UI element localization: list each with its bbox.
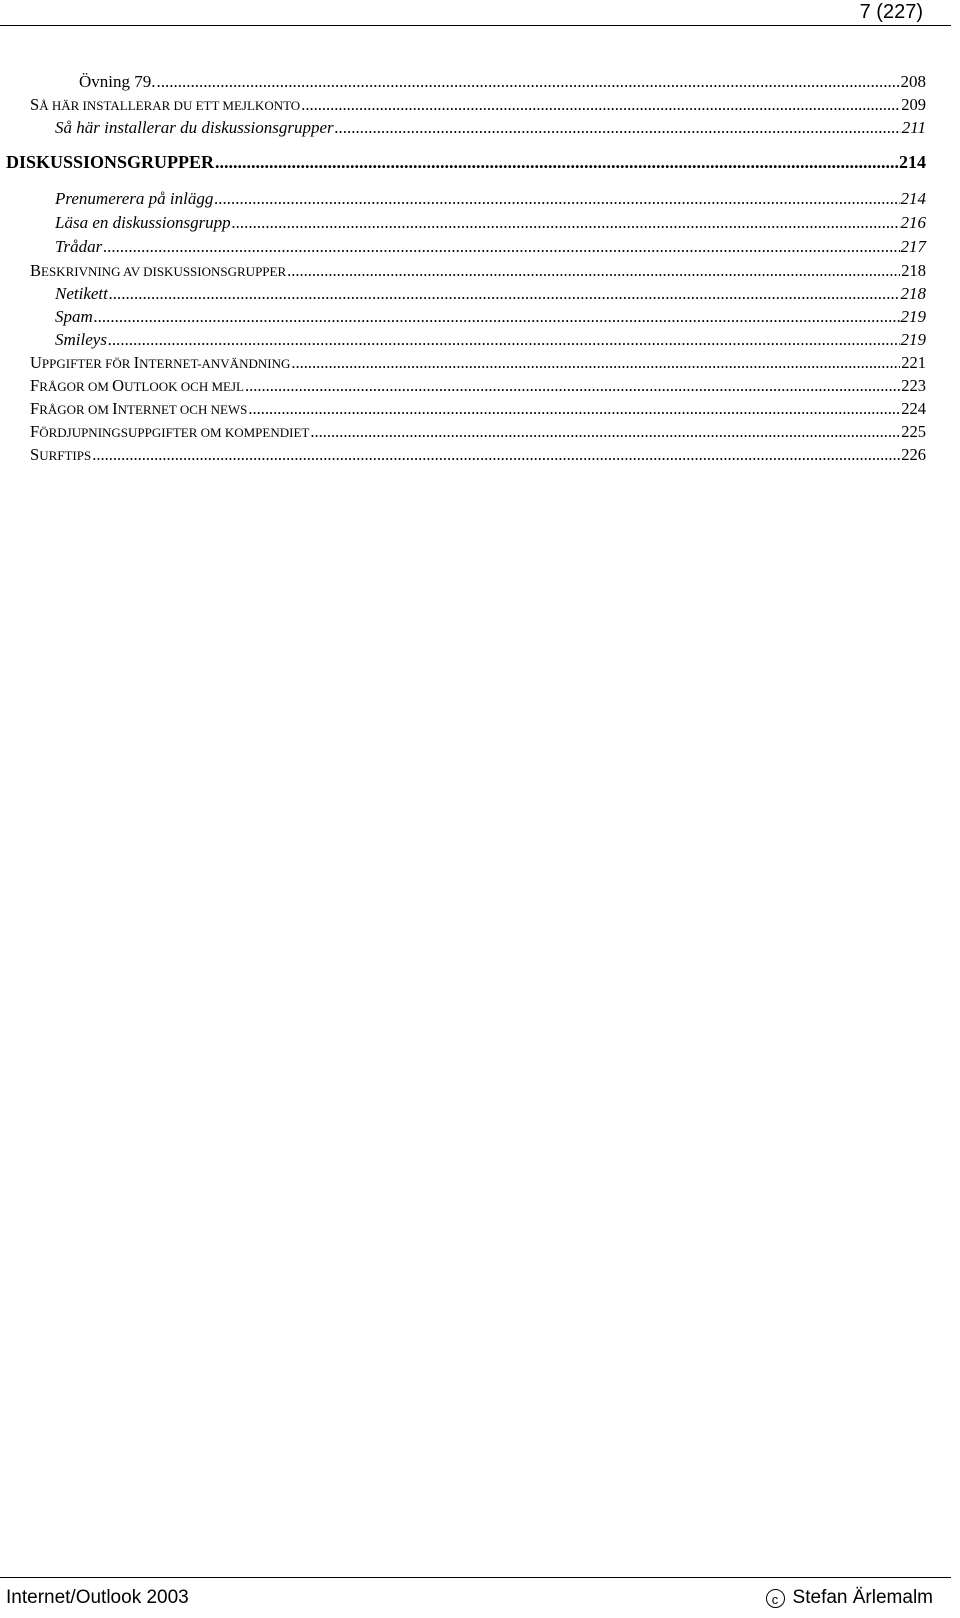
toc-entry-title: DISKUSSIONSGRUPPER bbox=[6, 152, 215, 172]
toc-entry-page: 214 bbox=[900, 189, 926, 208]
toc-entry-page: 216 bbox=[900, 213, 926, 232]
toc-entry-page: 223 bbox=[901, 376, 926, 395]
toc-entry-page: 219 bbox=[900, 307, 926, 326]
toc-entry-page: 226 bbox=[901, 445, 926, 464]
toc-entry[interactable] bbox=[55, 213, 926, 233]
toc-entry-page: 209 bbox=[901, 95, 926, 114]
toc-entry[interactable] bbox=[55, 330, 926, 350]
copyright-icon: c bbox=[766, 1589, 785, 1608]
toc-leader-dots bbox=[157, 72, 900, 92]
toc-leader-dots bbox=[108, 330, 900, 350]
toc-entry-page: 218 bbox=[901, 261, 926, 280]
footer-author bbox=[766, 1587, 933, 1609]
toc-leader-dots bbox=[103, 237, 899, 257]
toc-leader-dots bbox=[287, 261, 900, 281]
toc-entry-page: 208 bbox=[900, 72, 926, 91]
toc-entry-title: Trådar bbox=[55, 237, 103, 256]
toc-entry-page: 221 bbox=[901, 353, 926, 372]
toc-entry[interactable] bbox=[55, 118, 926, 138]
toc-entry-title: FRÅGOR OM OUTLOOK OCH MEJL bbox=[30, 376, 244, 395]
toc-entry-title: Läsa en diskussionsgrupp bbox=[55, 213, 231, 232]
footer-title: Internet/Outlook 2003 bbox=[6, 1587, 189, 1608]
toc-entry-title: Övning 79. bbox=[79, 72, 156, 91]
toc-leader-dots bbox=[301, 95, 900, 115]
toc-entry-title: BESKRIVNING AV DISKUSSIONSGRUPPER bbox=[30, 261, 287, 280]
toc-entry-title: SÅ HÄR INSTALLERAR DU ETT MEJLKONTO bbox=[30, 95, 301, 114]
toc-entry[interactable] bbox=[30, 445, 926, 465]
footer-author-name: Stefan Ärlemalm bbox=[792, 1587, 933, 1608]
toc-leader-dots bbox=[335, 118, 901, 138]
toc-entry-title: UPPGIFTER FÖR INTERNET-ANVÄNDNING bbox=[30, 353, 291, 372]
toc-entry[interactable] bbox=[55, 284, 926, 304]
toc-entry[interactable] bbox=[30, 376, 926, 396]
toc-entry-title: Så här installerar du diskussionsgrupper bbox=[55, 118, 334, 137]
toc-entry[interactable] bbox=[55, 189, 926, 209]
toc-entry[interactable] bbox=[30, 261, 926, 281]
toc-leader-dots bbox=[310, 422, 900, 442]
toc-entry-title: FÖRDJUPNINGSUPPGIFTER OM KOMPENDIET bbox=[30, 422, 310, 441]
toc-leader-dots bbox=[94, 307, 900, 327]
toc-entry-title: Prenumerera på inlägg bbox=[55, 189, 214, 208]
toc-entry-page: 218 bbox=[900, 284, 926, 303]
toc-leader-dots bbox=[214, 189, 899, 209]
page-number: 7 (227) bbox=[859, 1, 923, 23]
toc-entry[interactable] bbox=[79, 72, 926, 92]
toc-entry[interactable] bbox=[30, 95, 926, 115]
toc-leader-dots bbox=[245, 376, 900, 396]
toc-entry-page: 214 bbox=[899, 152, 926, 172]
toc-entry[interactable] bbox=[30, 399, 926, 419]
toc-entry-page: 224 bbox=[901, 399, 926, 418]
toc-leader-dots bbox=[232, 213, 900, 233]
toc-entry[interactable] bbox=[30, 353, 926, 373]
toc-leader-dots bbox=[215, 152, 898, 173]
toc-entry[interactable] bbox=[30, 422, 926, 442]
toc-entry-page: 211 bbox=[901, 118, 926, 137]
toc-entry-page: 225 bbox=[901, 422, 926, 441]
toc-entry-title: Spam bbox=[55, 307, 93, 326]
toc-entry-title: Smileys bbox=[55, 330, 107, 349]
toc-leader-dots bbox=[248, 399, 900, 419]
toc-leader-dots bbox=[92, 445, 900, 465]
toc-entry[interactable] bbox=[55, 307, 926, 327]
toc-entry[interactable] bbox=[55, 237, 926, 257]
toc-entry-title: SURFTIPS bbox=[30, 445, 92, 464]
page-header bbox=[0, 0, 951, 26]
toc-entry[interactable] bbox=[6, 152, 926, 173]
toc-leader-dots bbox=[291, 353, 900, 373]
toc-leader-dots bbox=[109, 284, 900, 304]
toc-entry-title: Netikett bbox=[55, 284, 108, 303]
toc-entry-page: 217 bbox=[900, 237, 926, 256]
toc-entry-title: FRÅGOR OM INTERNET OCH NEWS bbox=[30, 399, 248, 418]
toc-entry-page: 219 bbox=[900, 330, 926, 349]
page-footer bbox=[0, 1577, 951, 1618]
